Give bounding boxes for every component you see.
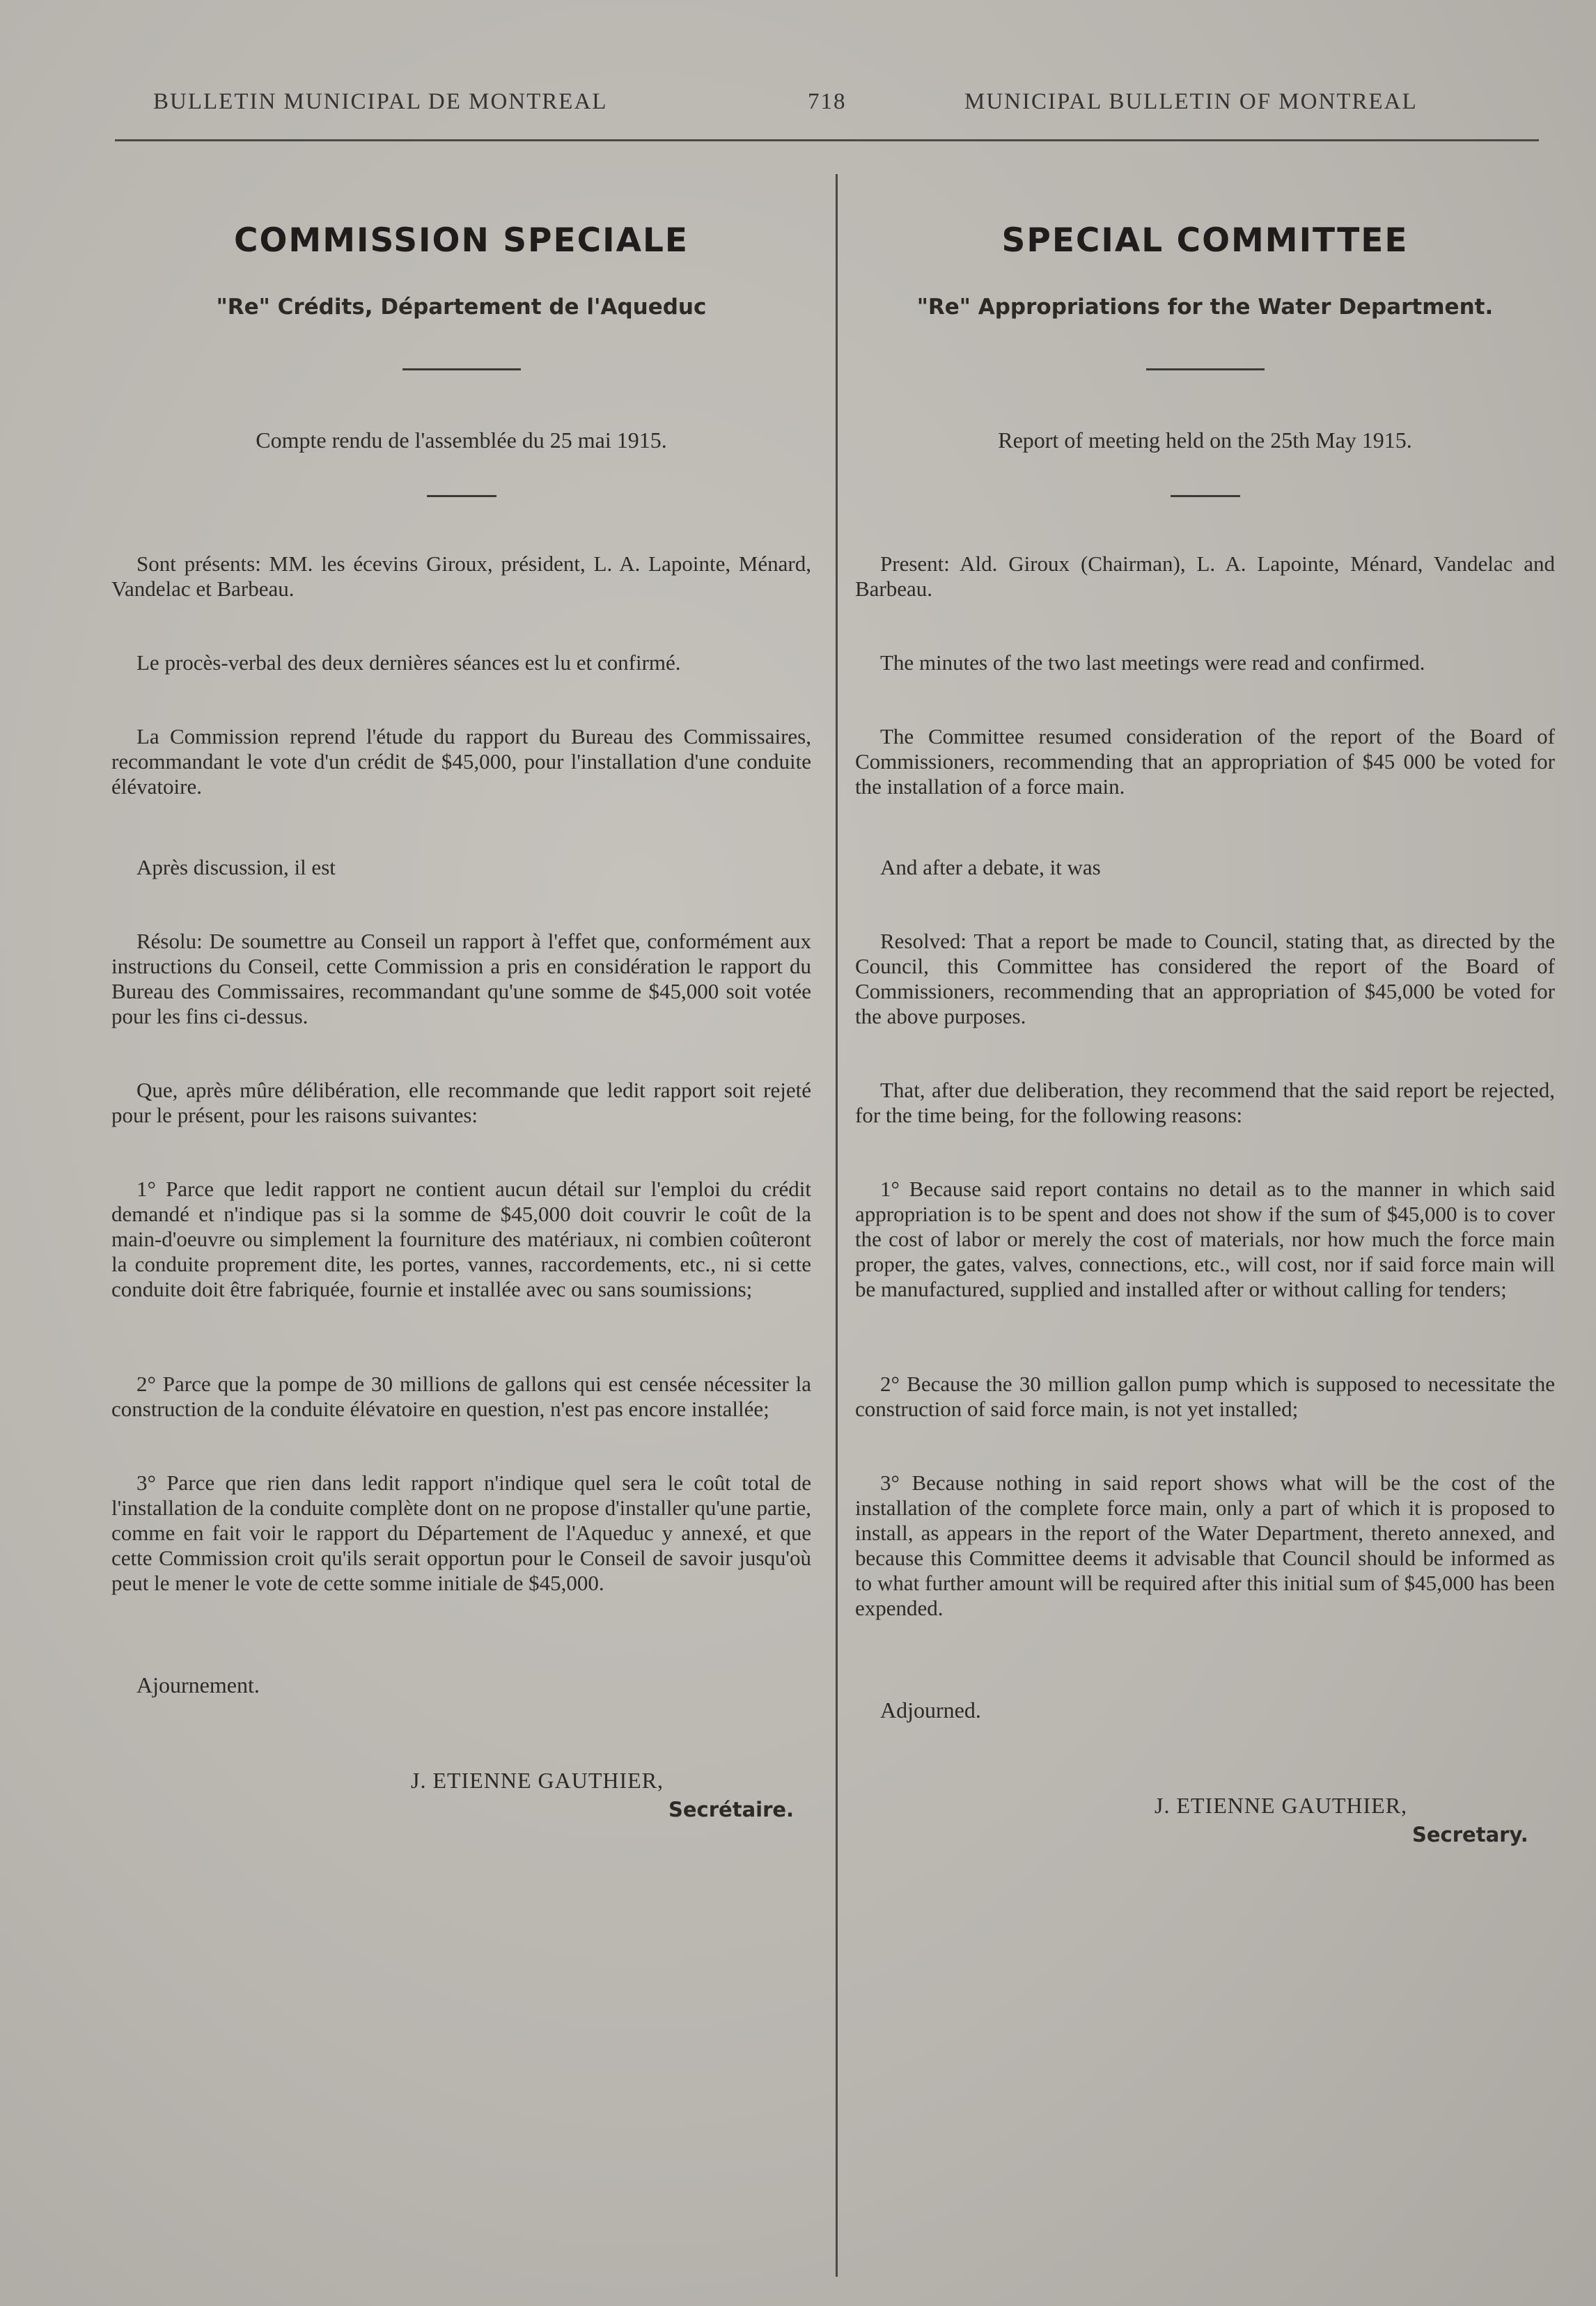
french-reason-1: 1° Parce que ledit rapport ne contient aucun détail sur l'emploi du crédit demandé et n'indique pas si la somme de $45,000 doit couvrir le coût de la main-d'oeuvre ou simplement la fourniture des matériaux, ni combien coûteront la conduite proprement dite, les portes, vannes, raccordements, etc., ni si cette conduite doit être fabriquée, fournie et installée avec ou sans soumissions; [111, 1177, 811, 1301]
french-recommend: Que, après mûre délibération, elle recommande que ledit rapport soit rejeté pour le présent, pour les raisons suivantes: [111, 1078, 811, 1127]
english-minutes: The minutes of the two last meetings were read and confirmed. [880, 650, 1425, 675]
french-signature: J. ETIENNE GAUTHIER, [411, 1768, 664, 1793]
header-left-title: BULLETIN MUNICIPAL DE MONTREAL [153, 89, 608, 114]
french-reason-3: 3° Parce que rien dans ledit rapport n'indique quel sera le coût total de l'installation de la conduite complète dont on ne propose d'installer qu'une partie, comme en fait voir le rapport du Département de l'Aqueduc y annexé, et que cette Commission croit qu'ils serait opportun pour le Conseil de savoir jusqu'où peut le mener le vote de cette somme initiale de $45,000. [111, 1470, 811, 1595]
english-adjourned: Adjourned. [880, 1697, 981, 1723]
french-column [111, 209, 811, 1821]
english-reason-3: 3° Because nothing in said report shows what will be the cost of the installation of the complete force main, only a part of which it is proposed to install, as appears in the report of the Water Department, thereto annexed, and because this Committee deems it advisable that Council should be informed as to what further amount will be required after this initial sum of $45,000 has been expended. [855, 1470, 1555, 1620]
french-resumed: La Commission reprend l'étude du rapport du Bureau des Commissaires, recommandant le vote d'un crédit de $45,000, pour l'installation d'une conduite élévatoire. [111, 724, 811, 799]
english-report-line: Report of meeting held on the 25th May 1915. [998, 428, 1412, 453]
english-title: SPECIAL COMMITTEE [1001, 221, 1409, 260]
english-resolved: Resolved: That a report be made to Council, stating that, as directed by the Council, this Committee has considered the report of the Board of Commissioners, recommending that an appropriation of $45,000 be voted for the above purposes. [855, 929, 1555, 1028]
english-column [855, 209, 1555, 1846]
french-title: COMMISSION SPECIALE [233, 221, 689, 260]
french-subtitle: "Re" Crédits, Département de l'Aqueduc [216, 295, 707, 320]
column-divider [836, 174, 838, 2277]
french-title-rule [402, 368, 521, 370]
french-report-rule [427, 495, 496, 497]
english-resumed: The Committee resumed consideration of the report of the Board of Commissioners, recommending that an appropriation of $45 000 be voted for the installation of a force main. [855, 724, 1555, 799]
french-reason-2: 2° Parce que la pompe de 30 millions de gallons qui est censée nécessiter la construction de la conduite élévatoire en question, n'est pas encore installée; [111, 1372, 811, 1421]
english-title-rule [1146, 368, 1265, 370]
header-rule [115, 139, 1539, 141]
french-role: Secrétaire. [668, 1798, 795, 1821]
running-header [111, 89, 1505, 124]
english-recommend: That, after due deliberation, they recommend that the said report be rejected, for the time being, for the following reasons: [855, 1078, 1555, 1127]
english-report-rule [1171, 495, 1240, 497]
english-after-debate: And after a debate, it was [880, 855, 1101, 879]
english-role: Secretary. [1412, 1823, 1528, 1846]
english-reason-1: 1° Because said report contains no detail as to the manner in which said appropriation is to be spent and does not show if the sum of $45,000 is to cover the cost of labor or merely the cost of materials, nor how much the force main proper, the gates, valves, connections, etc., will cost, nor if said force main will be manufactured, supplied and installed after or without calling for tenders; [855, 1177, 1555, 1301]
french-minutes: Le procès-verbal des deux dernières séances est lu et confirmé. [136, 650, 681, 675]
english-subtitle: "Re" Appropriations for the Water Department. [916, 295, 1494, 320]
page-number: 718 [808, 89, 847, 114]
french-resolved: Résolu: De soumettre au Conseil un rapport à l'effet que, conformément aux instructions du Conseil, cette Commission a pris en considération le rapport du Bureau des Commissaires, recommandant qu'une somme de $45,000 soit votée pour les fins ci-dessus. [111, 929, 811, 1028]
french-after-debate: Après discussion, il est [136, 855, 336, 879]
french-adjourned: Ajournement. [136, 1672, 260, 1697]
english-present: Present: Ald. Giroux (Chairman), L. A. Lapointe, Ménard, Vandelac and Barbeau. [855, 551, 1555, 601]
header-right-title: MUNICIPAL BULLETIN OF MONTREAL [964, 89, 1418, 114]
english-signature: J. ETIENNE GAUTHIER, [1155, 1793, 1408, 1818]
english-reason-2: 2° Because the 30 million gallon pump which is supposed to necessitate the construction of said force main, is not yet installed; [855, 1372, 1555, 1421]
french-report-line: Compte rendu de l'assemblée du 25 mai 1915. [256, 428, 667, 453]
french-present: Sont présents: MM. les écevins Giroux, président, L. A. Lapointe, Ménard, Vandelac et Barbeau. [111, 551, 811, 601]
